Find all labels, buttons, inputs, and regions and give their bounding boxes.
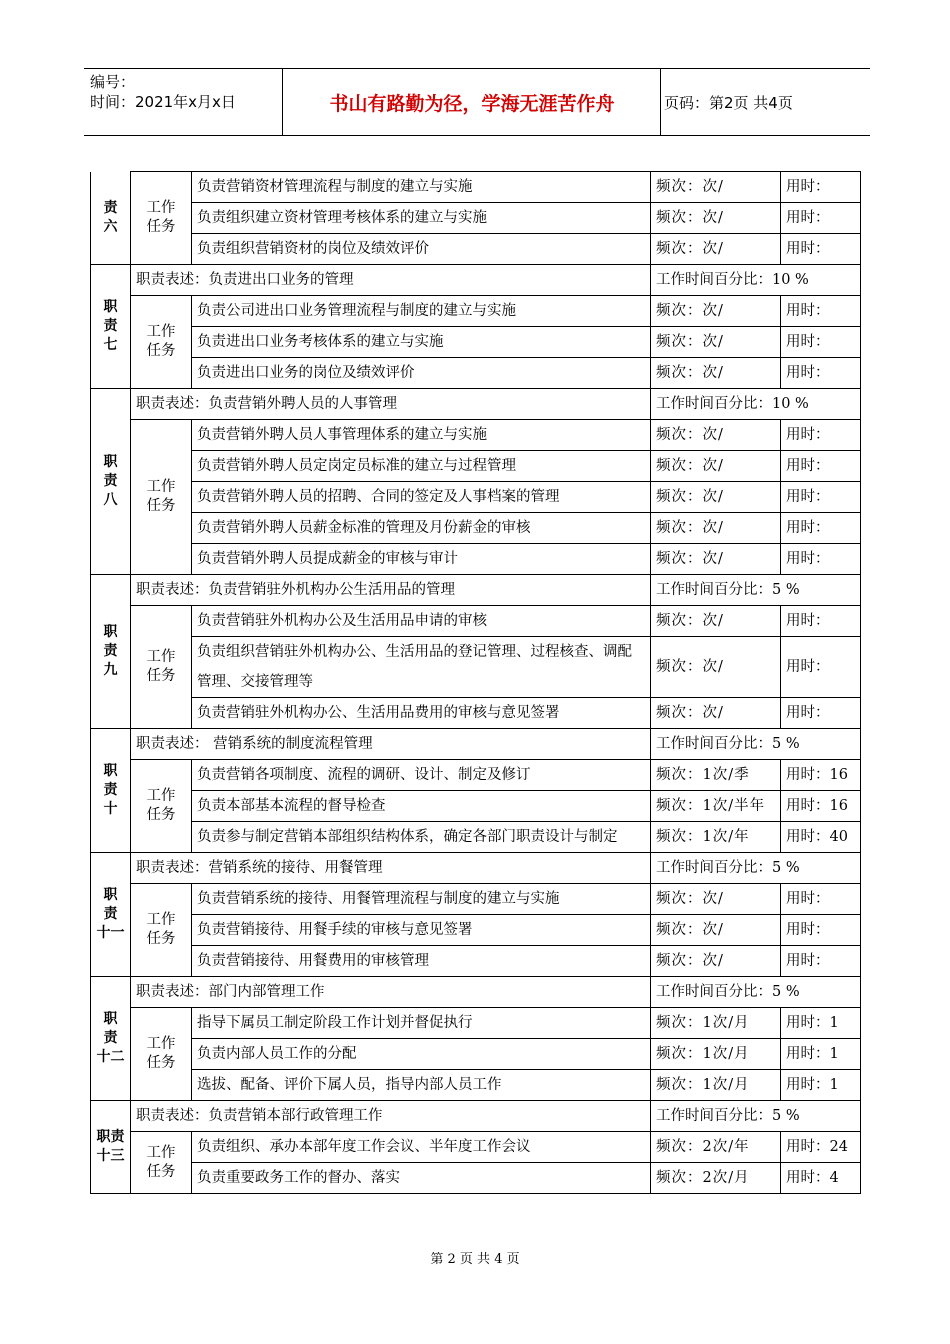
duty-number-char: 责 bbox=[103, 473, 118, 489]
task-hours: 用时： bbox=[781, 606, 861, 637]
task-text: 负责组织营销驻外机构办公、生活用品的登记管理、过程核查、调配管理、交接管理等 bbox=[192, 637, 651, 698]
work-task-label-line: 工作 bbox=[146, 649, 176, 665]
task-hours: 用时：24 bbox=[781, 1132, 861, 1163]
task-frequency: 频次：次/ bbox=[651, 172, 781, 203]
task-row bbox=[91, 1070, 861, 1101]
task-frequency: 频次：次/ bbox=[651, 606, 781, 637]
task-hours: 用时： bbox=[781, 698, 861, 729]
task-text: 负责内部人员工作的分配 bbox=[192, 1039, 651, 1070]
task-hours: 用时： bbox=[781, 203, 861, 234]
duty-number-char: 责 bbox=[103, 199, 118, 216]
duty-number-char: 十二 bbox=[96, 1049, 125, 1065]
task-hours: 用时：16 bbox=[781, 791, 861, 822]
time-percentage: 工作时间百分比：10 % bbox=[651, 265, 861, 296]
duty-number-char: 十三 bbox=[96, 1148, 125, 1164]
doc-date-label: 时间：2021年x月x日 bbox=[90, 93, 236, 111]
work-task-label bbox=[131, 1132, 192, 1194]
task-row bbox=[91, 1039, 861, 1070]
duty-desc-row bbox=[91, 977, 861, 1008]
task-hours: 用时： bbox=[781, 637, 861, 698]
duty-number bbox=[91, 389, 131, 575]
task-row bbox=[91, 606, 861, 637]
work-task-label-line: 工作 bbox=[146, 1144, 176, 1161]
work-task-label-line: 工作 bbox=[146, 1036, 176, 1052]
task-row bbox=[91, 420, 861, 451]
duty-desc-row bbox=[91, 265, 861, 296]
task-hours: 用时： bbox=[781, 420, 861, 451]
task-frequency: 频次：2次/年 bbox=[651, 1132, 781, 1163]
task-row bbox=[91, 915, 861, 946]
task-hours: 用时： bbox=[781, 513, 861, 544]
task-frequency: 频次：次/ bbox=[651, 482, 781, 513]
work-task-label bbox=[131, 606, 192, 729]
work-task-label bbox=[131, 420, 192, 575]
time-percentage: 工作时间百分比：10 % bbox=[651, 389, 861, 420]
task-frequency: 频次：次/ bbox=[651, 884, 781, 915]
duty-number-char: 责 bbox=[103, 1030, 118, 1046]
page-footer: 第 2 页 共 4 页 bbox=[430, 1252, 520, 1267]
duty-number bbox=[91, 1101, 131, 1194]
work-task-label bbox=[131, 172, 192, 265]
task-frequency: 频次：1次/季 bbox=[651, 760, 781, 791]
task-frequency: 频次：次/ bbox=[651, 234, 781, 265]
time-percentage: 工作时间百分比：5 % bbox=[651, 729, 861, 760]
task-hours: 用时： bbox=[781, 327, 861, 358]
header-page-label: 页码：第2页 共4页 bbox=[664, 93, 793, 112]
task-text: 选拔、配备、评价下属人员，指导内部人员工作 bbox=[192, 1070, 651, 1101]
task-text: 负责营销外聘人员提成薪金的审核与审计 bbox=[192, 544, 651, 575]
doc-number-label: 编号： bbox=[90, 73, 136, 91]
task-frequency: 频次：次/ bbox=[651, 296, 781, 327]
duty-number bbox=[91, 575, 131, 729]
duty-desc-row bbox=[91, 729, 861, 760]
task-row bbox=[91, 1163, 861, 1194]
work-task-label-line: 任务 bbox=[146, 931, 176, 947]
work-task-label-line: 任务 bbox=[146, 498, 176, 514]
task-text: 负责组织营销资材的岗位及绩效评价 bbox=[192, 234, 651, 265]
work-task-label-line: 任务 bbox=[146, 1163, 176, 1180]
task-frequency: 频次：1次/月 bbox=[651, 1039, 781, 1070]
task-row bbox=[91, 203, 861, 234]
task-text: 负责营销各项制度、流程的调研、设计、制定及修订 bbox=[192, 760, 651, 791]
task-row bbox=[91, 946, 861, 977]
work-task-label-line: 任务 bbox=[146, 668, 176, 684]
task-text: 负责营销外聘人员人事管理体系的建立与实施 bbox=[192, 420, 651, 451]
work-task-label-line: 工作 bbox=[146, 324, 176, 340]
task-row bbox=[91, 637, 861, 698]
page-header bbox=[84, 68, 870, 136]
time-percentage: 工作时间百分比：5 % bbox=[651, 575, 861, 606]
duty-desc-row bbox=[91, 575, 861, 606]
task-text: 负责营销资材管理流程与制度的建立与实施 bbox=[192, 172, 651, 203]
duty-number-char: 职 bbox=[103, 1011, 118, 1027]
task-hours: 用时：16 bbox=[781, 760, 861, 791]
task-row bbox=[91, 1132, 861, 1163]
task-frequency: 频次：次/ bbox=[651, 946, 781, 977]
task-hours: 用时： bbox=[781, 172, 861, 203]
work-task-label bbox=[131, 296, 192, 389]
work-task-label bbox=[131, 884, 192, 977]
header-divider bbox=[660, 68, 661, 136]
work-task-label-line: 工作 bbox=[146, 200, 176, 216]
work-task-label bbox=[131, 1008, 192, 1101]
task-frequency: 频次：次/ bbox=[651, 420, 781, 451]
task-row bbox=[91, 791, 861, 822]
task-text: 负责营销系统的接待、用餐管理流程与制度的建立与实施 bbox=[192, 884, 651, 915]
duty-number-char: 十一 bbox=[96, 925, 125, 941]
task-frequency: 频次：次/ bbox=[651, 637, 781, 698]
duty-description: 职责表述：负责营销本部行政管理工作 bbox=[131, 1101, 651, 1132]
task-text: 负责营销外聘人员的招聘、合同的签定及人事档案的管理 bbox=[192, 482, 651, 513]
duty-description: 职责表述：营销系统的接待、用餐管理 bbox=[131, 853, 651, 884]
task-hours: 用时： bbox=[781, 482, 861, 513]
header-meta bbox=[90, 72, 236, 112]
duty-number-char: 职 bbox=[103, 763, 118, 779]
duty-description: 职责表述：部门内部管理工作 bbox=[131, 977, 651, 1008]
task-frequency: 频次：2次/月 bbox=[651, 1163, 781, 1194]
duty-description: 职责表述： 营销系统的制度流程管理 bbox=[131, 729, 651, 760]
header-divider bbox=[282, 68, 283, 136]
duty-number-char: 职 bbox=[103, 299, 118, 315]
task-hours: 用时：1 bbox=[781, 1039, 861, 1070]
duty-desc-row bbox=[91, 1101, 861, 1132]
task-frequency: 频次：次/ bbox=[651, 358, 781, 389]
task-frequency: 频次：1次/月 bbox=[651, 1070, 781, 1101]
task-hours: 用时： bbox=[781, 884, 861, 915]
duty-number-char: 十 bbox=[103, 801, 118, 817]
task-text: 负责参与制定营销本部组织结构体系，确定各部门职责设计与制定 bbox=[192, 822, 651, 853]
duty-desc-row bbox=[91, 853, 861, 884]
task-frequency: 频次：次/ bbox=[651, 513, 781, 544]
task-hours: 用时： bbox=[781, 544, 861, 575]
task-row bbox=[91, 884, 861, 915]
task-row bbox=[91, 358, 861, 389]
duty-number bbox=[91, 729, 131, 853]
task-text: 指导下属员工制定阶段工作计划并督促执行 bbox=[192, 1008, 651, 1039]
work-task-label-line: 任务 bbox=[146, 1055, 176, 1071]
duty-number-char: 八 bbox=[103, 492, 118, 508]
duty-number-char: 责 bbox=[103, 643, 118, 659]
task-row bbox=[91, 1008, 861, 1039]
work-task-label-line: 任务 bbox=[146, 219, 176, 235]
duty-number-char: 职责 bbox=[96, 1129, 125, 1145]
task-frequency: 频次：1次/年 bbox=[651, 822, 781, 853]
work-task-label-line: 任务 bbox=[146, 343, 176, 359]
task-hours: 用时：4 bbox=[781, 1163, 861, 1194]
task-hours: 用时： bbox=[781, 358, 861, 389]
duty-description: 职责表述：负责营销驻外机构办公生活用品的管理 bbox=[131, 575, 651, 606]
task-row bbox=[91, 698, 861, 729]
task-text: 负责营销外聘人员定岗定员标准的建立与过程管理 bbox=[192, 451, 651, 482]
task-frequency: 频次：次/ bbox=[651, 451, 781, 482]
duty-number-char: 责 bbox=[103, 782, 118, 798]
task-hours: 用时：40 bbox=[781, 822, 861, 853]
duty-number-char: 九 bbox=[103, 662, 118, 678]
time-percentage: 工作时间百分比：5 % bbox=[651, 1101, 861, 1132]
task-hours: 用时： bbox=[781, 234, 861, 265]
task-hours: 用时： bbox=[781, 296, 861, 327]
task-row bbox=[91, 482, 861, 513]
task-row bbox=[91, 451, 861, 482]
work-task-label-line: 工作 bbox=[146, 479, 176, 495]
task-text: 负责组织、承办本部年度工作会议、半年度工作会议 bbox=[192, 1132, 651, 1163]
duty-number-char: 职 bbox=[103, 887, 118, 903]
duty-number-char: 职 bbox=[103, 624, 118, 640]
task-row bbox=[91, 760, 861, 791]
task-text: 负责营销驻外机构办公及生活用品申请的审核 bbox=[192, 606, 651, 637]
task-row bbox=[91, 513, 861, 544]
task-hours: 用时： bbox=[781, 946, 861, 977]
task-frequency: 频次：次/ bbox=[651, 327, 781, 358]
task-hours: 用时：1 bbox=[781, 1070, 861, 1101]
duty-number-char: 责 bbox=[103, 318, 118, 334]
task-frequency: 频次：次/ bbox=[651, 203, 781, 234]
header-slogan: 书山有路勤为径，学海无涯苦作舟 bbox=[329, 92, 615, 115]
task-hours: 用时： bbox=[781, 451, 861, 482]
duty-number bbox=[91, 977, 131, 1101]
time-percentage: 工作时间百分比：5 % bbox=[651, 853, 861, 884]
duty-number-char: 职 bbox=[103, 454, 118, 470]
task-text: 负责营销驻外机构办公、生活用品费用的审核与意见签署 bbox=[192, 698, 651, 729]
task-text: 负责重要政务工作的督办、落实 bbox=[192, 1163, 651, 1194]
duty-desc-row bbox=[91, 389, 861, 420]
work-task-label-line: 工作 bbox=[146, 912, 176, 928]
duty-number bbox=[91, 172, 131, 265]
work-task-label-line: 工作 bbox=[146, 788, 176, 804]
task-text: 负责公司进出口业务管理流程与制度的建立与实施 bbox=[192, 296, 651, 327]
task-frequency: 频次：次/ bbox=[651, 544, 781, 575]
task-text: 负责本部基本流程的督导检查 bbox=[192, 791, 651, 822]
work-task-label-line: 任务 bbox=[146, 807, 176, 823]
task-text: 负责进出口业务考核体系的建立与实施 bbox=[192, 327, 651, 358]
task-hours: 用时：1 bbox=[781, 1008, 861, 1039]
task-hours: 用时： bbox=[781, 915, 861, 946]
duty-number-char: 七 bbox=[103, 337, 118, 353]
duty-description: 职责表述：负责进出口业务的管理 bbox=[131, 265, 651, 296]
task-text: 负责组织建立资材管理考核体系的建立与实施 bbox=[192, 203, 651, 234]
task-text: 负责营销接待、用餐手续的审核与意见签署 bbox=[192, 915, 651, 946]
time-percentage: 工作时间百分比：5 % bbox=[651, 977, 861, 1008]
work-task-label bbox=[131, 760, 192, 853]
duty-table bbox=[90, 171, 861, 1194]
task-text: 负责营销外聘人员薪金标准的管理及月份薪金的审核 bbox=[192, 513, 651, 544]
duty-number bbox=[91, 265, 131, 389]
duty-number-char: 责 bbox=[103, 906, 118, 922]
task-frequency: 频次：1次/月 bbox=[651, 1008, 781, 1039]
duty-description: 职责表述：负责营销外聘人员的人事管理 bbox=[131, 389, 651, 420]
task-text: 负责进出口业务的岗位及绩效评价 bbox=[192, 358, 651, 389]
task-row bbox=[91, 296, 861, 327]
duty-number bbox=[91, 853, 131, 977]
task-row bbox=[91, 172, 861, 203]
duty-number-char: 六 bbox=[103, 218, 118, 235]
task-row bbox=[91, 327, 861, 358]
task-frequency: 频次：1次/半年 bbox=[651, 791, 781, 822]
task-row bbox=[91, 822, 861, 853]
task-row bbox=[91, 234, 861, 265]
task-text: 负责营销接待、用餐费用的审核管理 bbox=[192, 946, 651, 977]
task-row bbox=[91, 544, 861, 575]
task-frequency: 频次：次/ bbox=[651, 698, 781, 729]
task-frequency: 频次：次/ bbox=[651, 915, 781, 946]
